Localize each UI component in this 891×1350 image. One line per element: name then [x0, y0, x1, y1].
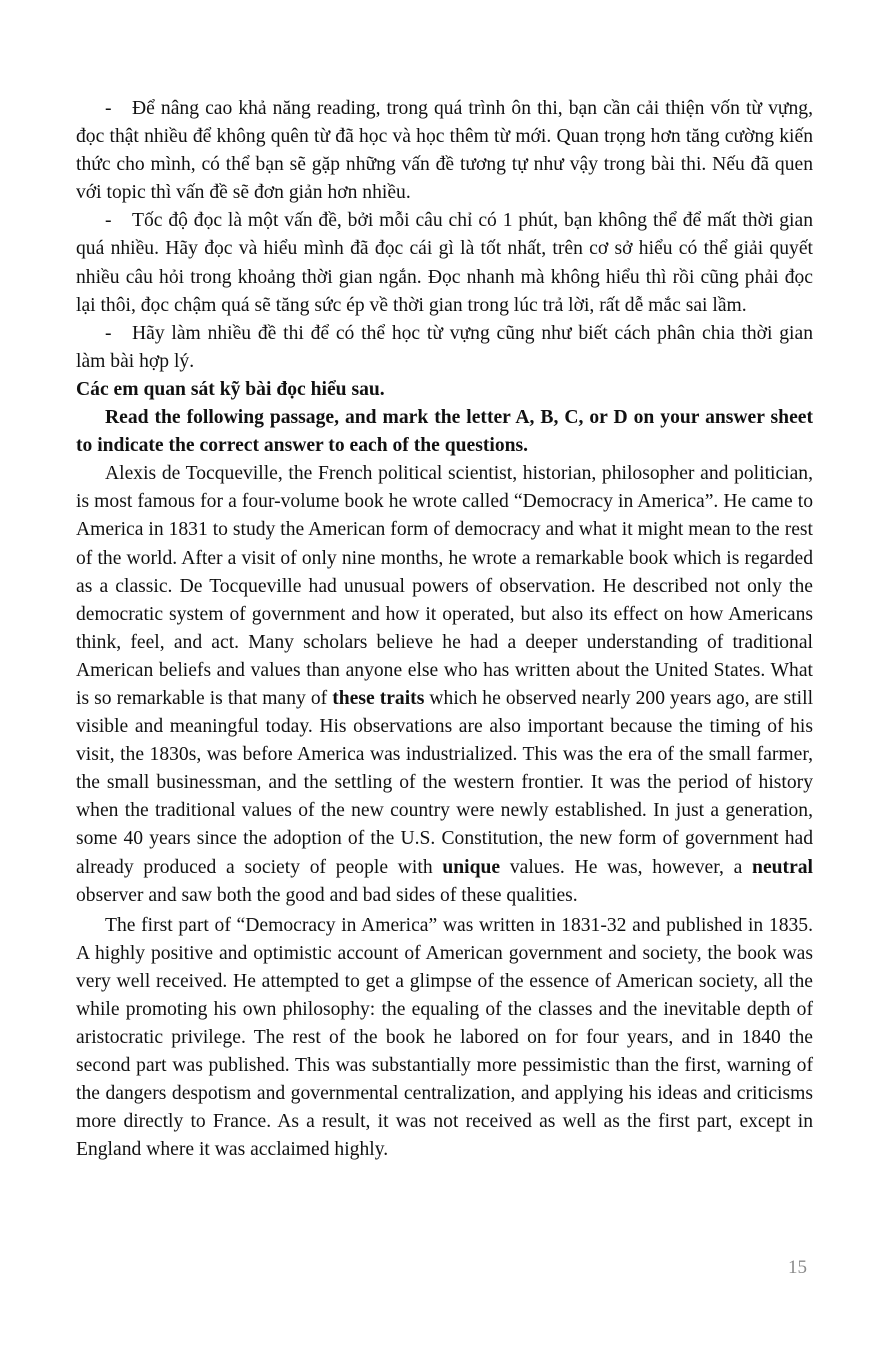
page-number: 15 — [788, 1257, 807, 1278]
bullet-dash: - — [105, 322, 112, 344]
tip-item — [76, 207, 813, 319]
tip-text: Tốc độ đọc là một vấn đề, bởi mỗi câu chỉ có 1 phút, bạn không thể để mất thời gian quá nhiều. Hãy đọc và hiểu mình đã đọc cái gì là tốt nhất, trên cơ sở hiểu có thể giải quyết nhiều câu hỏi trong khoảng thời gian ngắn. Đọc nhanh mà không hiểu thì rồi cũng phải đọc lại thôi, đọc chậm quá sẽ tăng sức ép về thời gian trong lúc trả lời, rất dễ mắc sai lầm. — [76, 210, 813, 316]
highlighted-term-these-traits: these traits — [332, 687, 425, 709]
passage-text: Alexis de Tocqueville, the French political scientist, historian, philosopher and politician, is most famous for a four-volume book he wrote called “Democracy in America”. He came to America in 1831 to study the American form of democracy and what it might mean to the rest of the world. After a visit of only nine months, he wrote a remarkable book which is regarded as a classic. De Tocqueville had unusual powers of observation. He described not only the democratic system of government and how it operated, but also its effect on how Americans think, feel, and act. Many scholars believe he had a deeper understanding of traditional American beliefs and values than anyone else who has written about the United States. What is so remarkable is that many of — [76, 463, 813, 709]
reading-instruction: Read the following passage, and mark the letter A, B, C, or D on your answer sheet to indicate the correct answer to each of the questions. — [76, 407, 813, 457]
bullet-dash: - — [105, 98, 112, 119]
document-body — [76, 95, 813, 1165]
passage-paragraph-2: The first part of “Democracy in America” was written in 1831-32 and published in 1835. A highly positive and optimistic account of American government and society, the book was very well received. He attempted to get a glimpse of the essence of American society, all the while promoting his own philosophy: the equaling of the classes and the inevitable depth of aristocratic privilege. The rest of the book he labored on for four years, and in 1840 the second part was published. This was substantially more pessimistic than the first, warning of the dangers despotism and governmental centralization, and applying his ideas and criticisms more directly to France. As a result, it was not received as well as the first part, except in England where it was acclaimed highly. — [76, 914, 813, 1161]
section-heading: Các em quan sát kỹ bài đọc hiểu sau. — [76, 378, 385, 400]
passage-text: which he observed nearly 200 years ago, are still visible and meaningful today. His observations are also important because the timing of his visit, the 1830s, was before America was industrialized. This was the era of the small farmer, the small businessman, and the settling of the western frontier. It was the period of history when the traditional values of the new country were newly established. In just a generation, some 40 years since the adoption of the U.S. Constitution, the new form of government had already produced a society of people with — [76, 687, 814, 878]
highlighted-term-neutral: neutral — [752, 856, 813, 878]
passage-paragraph-1 — [76, 460, 813, 910]
tip-item — [76, 95, 813, 207]
passage-text: values. He was, however, a — [500, 856, 753, 878]
bullet-dash: - — [105, 210, 112, 232]
tip-text: Để nâng cao khả năng reading, trong quá trình ôn thi, bạn cần cải thiện vốn từ vựng, đọc thật nhiều để không quên từ đã học và học thêm từ mới. Quan trọng hơn tăng cường kiến thức cho mình, có thể bạn sẽ gặp những vấn đề tương tự như vậy trong bài thi. Nếu đã quen với topic thì vấn đề sẽ đơn giản hơn nhiều. — [76, 98, 813, 204]
tip-text: Hãy làm nhiều đề thi để có thể học từ vựng cũng như biết cách phân chia thời gian làm bài hợp lý. — [76, 322, 813, 372]
tip-item — [76, 320, 813, 376]
passage-text: observer and saw both the good and bad sides of these qualities. — [76, 884, 578, 906]
highlighted-term-unique: unique — [442, 856, 501, 878]
